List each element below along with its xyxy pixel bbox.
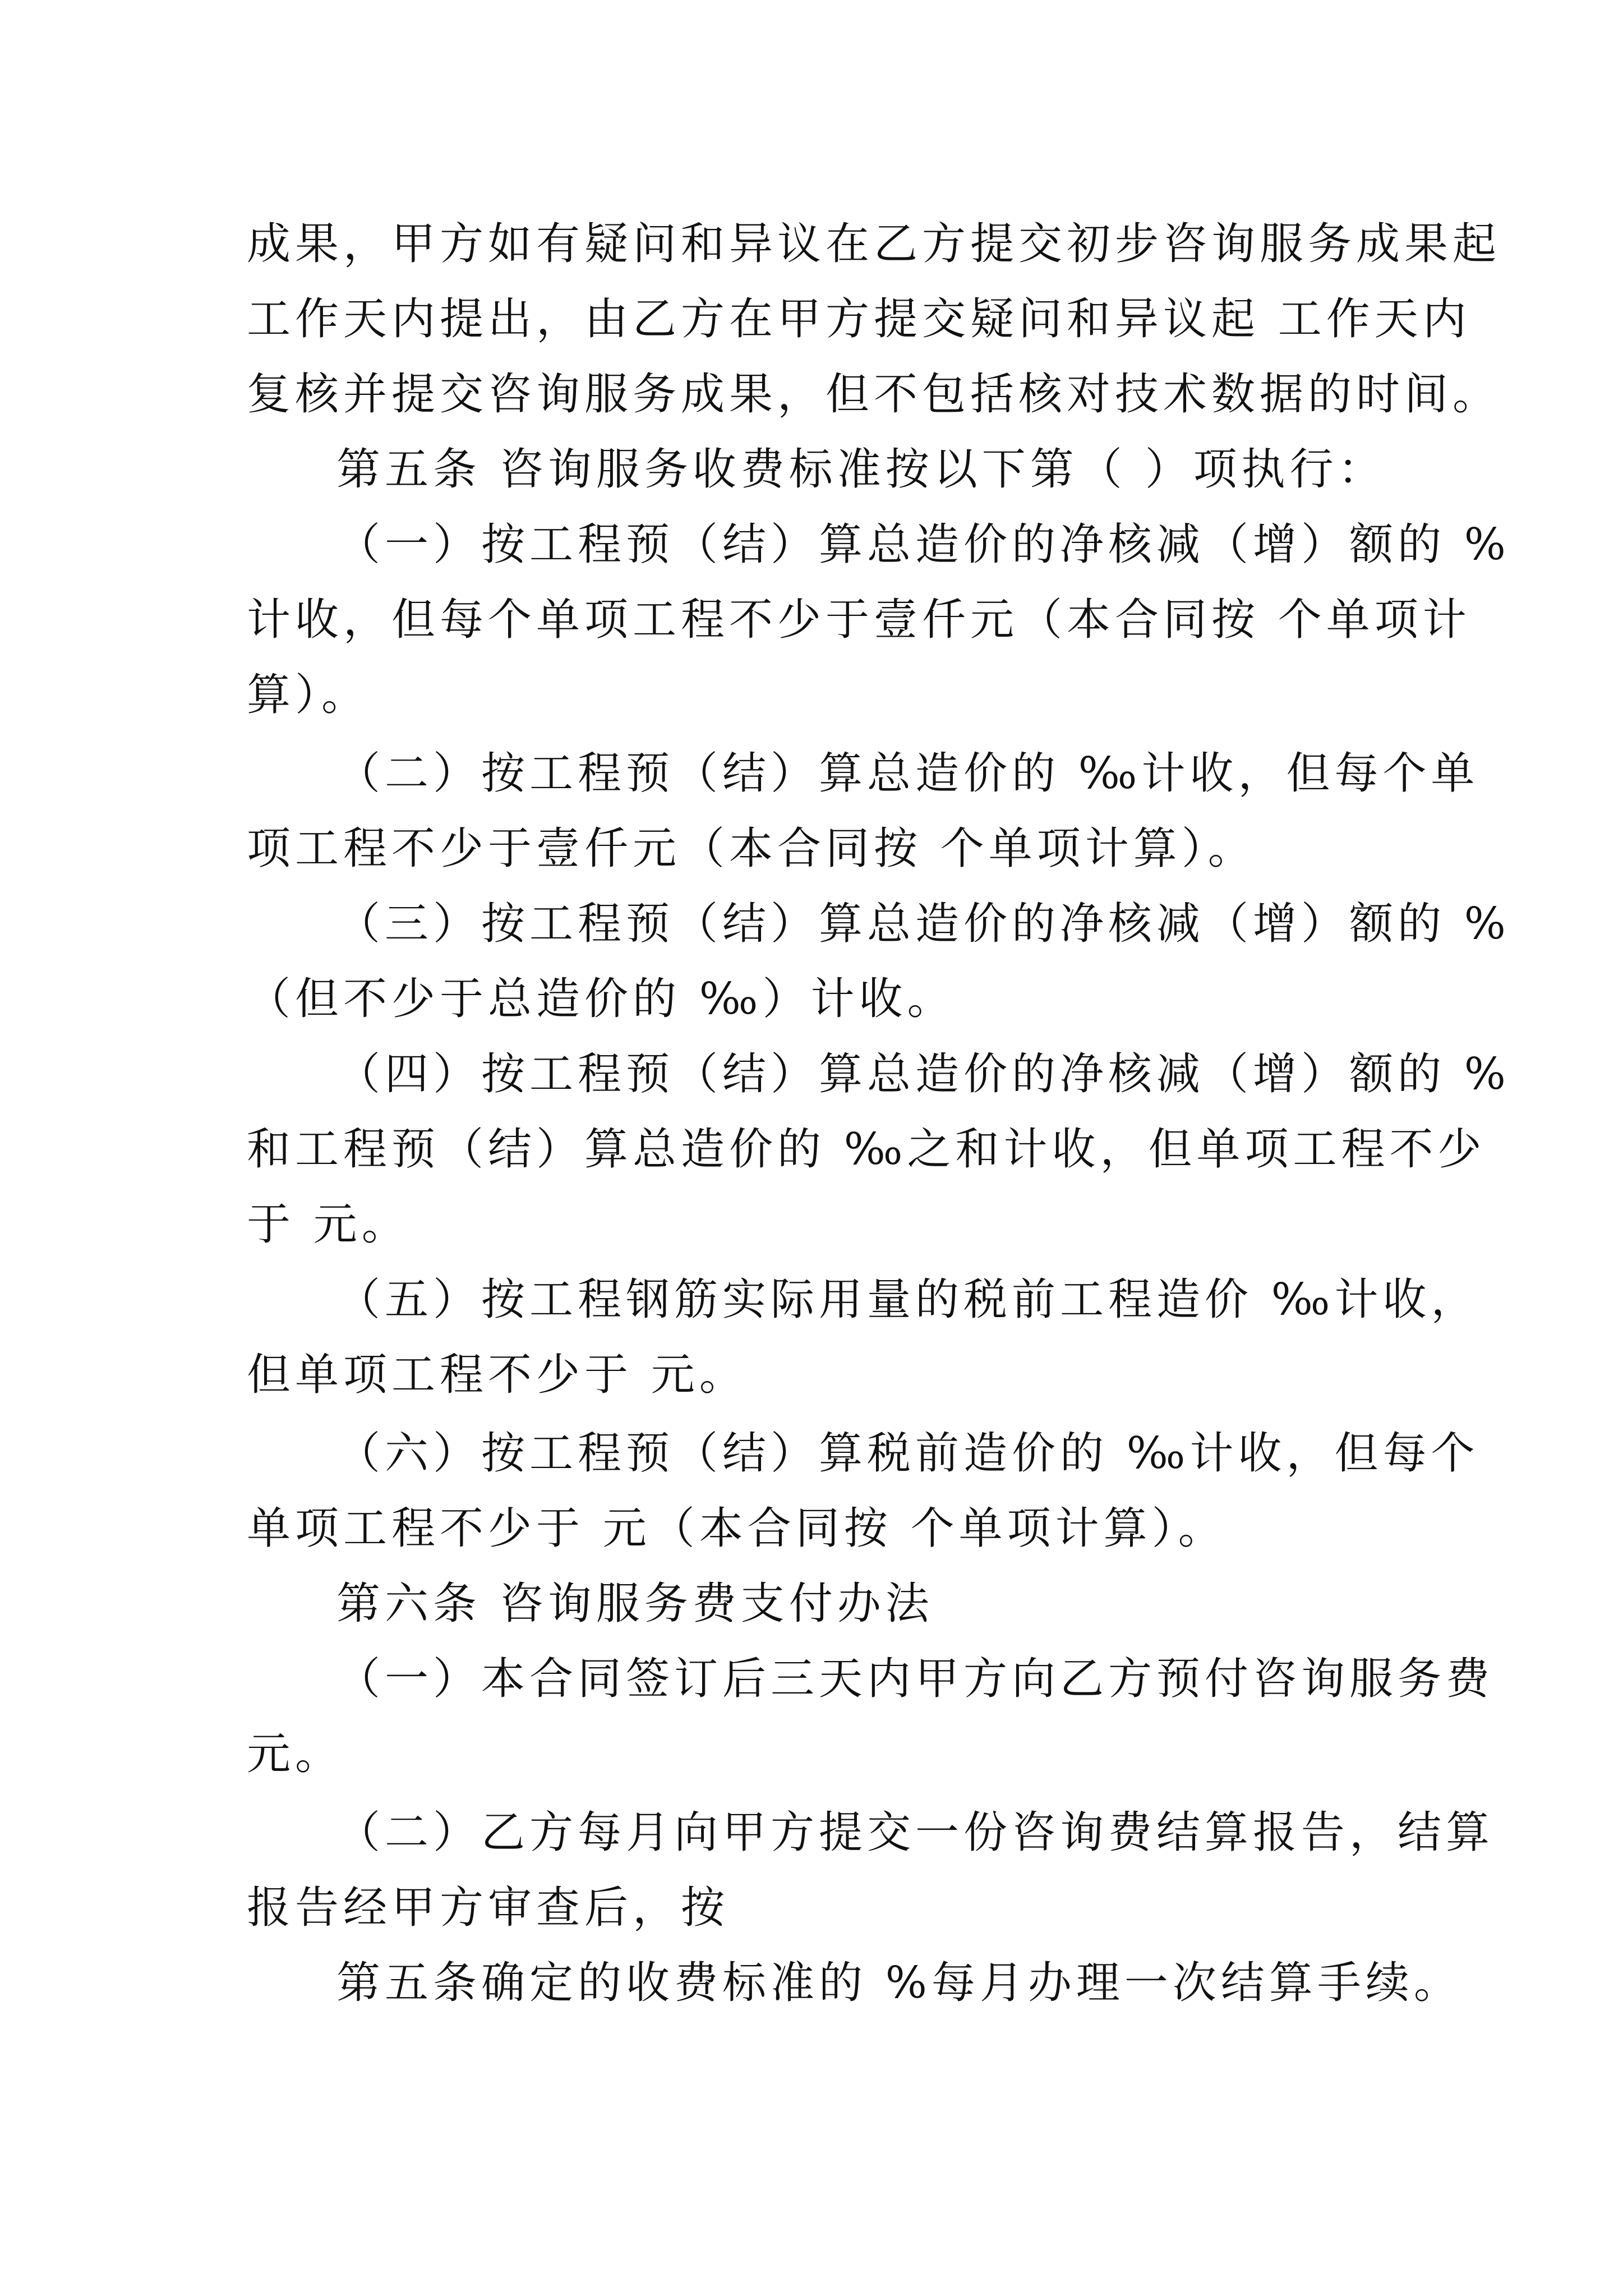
- text-line: （二）乙方每月向甲方提交一份咨询费结算报告，结算: [336, 1807, 1495, 1858]
- text-line: 计收，但每个单项工程不少于壹仟元（本合同按 个单项计: [247, 595, 1471, 645]
- text-line: （五）按工程钢筋实际用量的税前工程造价 ‰计收，: [336, 1274, 1479, 1325]
- article-heading: 第五条 咨询服务收费标准按以下第（ ）项执行：: [336, 444, 1386, 495]
- text-line: 复核并提交咨询服务成果，但不包括核对技术数据的时间。: [247, 369, 1501, 420]
- text-line: （一）按工程预（结）算总造价的净核减（增）额的 %: [336, 519, 1510, 570]
- text-line: （一）本合同签订后三天内甲方向乙方预付咨询服务费: [336, 1654, 1495, 1704]
- text-line: 于 元。: [247, 1199, 410, 1250]
- text-line: 和工程预（结）算总造价的 ‰之和计收，但单项工程不少: [247, 1124, 1486, 1175]
- text-line: 元。: [247, 1729, 344, 1779]
- text-line: 工作天内提出，由乙方在甲方提交疑问和异议起 工作天内: [247, 294, 1471, 344]
- text-line: 第五条确定的收费标准的 %每月办理一次结算手续。: [336, 1958, 1462, 2008]
- text-line: 报告经甲方审查后，按: [247, 1883, 730, 1933]
- text-line: （三）按工程预（结）算总造价的净核减（增）额的 %: [336, 899, 1510, 949]
- text-line: 但单项工程不少于 元。: [247, 1350, 748, 1400]
- text-line: 单项工程不少于 元（本合同按 个单项计算）。: [247, 1503, 1227, 1554]
- text-line: 算）。: [247, 670, 370, 720]
- text-line: 项工程不少于壹仟元（本合同按 个单项计算）。: [247, 823, 1256, 874]
- text-line: （四）按工程预（结）算总造价的净核减（增）额的 %: [336, 1049, 1510, 1099]
- text-line: （六）按工程预（结）算税前造价的 ‰计收，但每个: [336, 1428, 1479, 1479]
- text-line: （但不少于总造价的 ‰）计收。: [247, 974, 956, 1024]
- article-heading: 第六条 咨询服务费支付办法: [336, 1579, 934, 1629]
- text-line: （二）按工程预（结）算总造价的 ‰计收，但每个单: [336, 748, 1479, 799]
- text-line: 成果，甲方如有疑问和异议在乙方提交初步咨询服务成果起: [247, 219, 1501, 269]
